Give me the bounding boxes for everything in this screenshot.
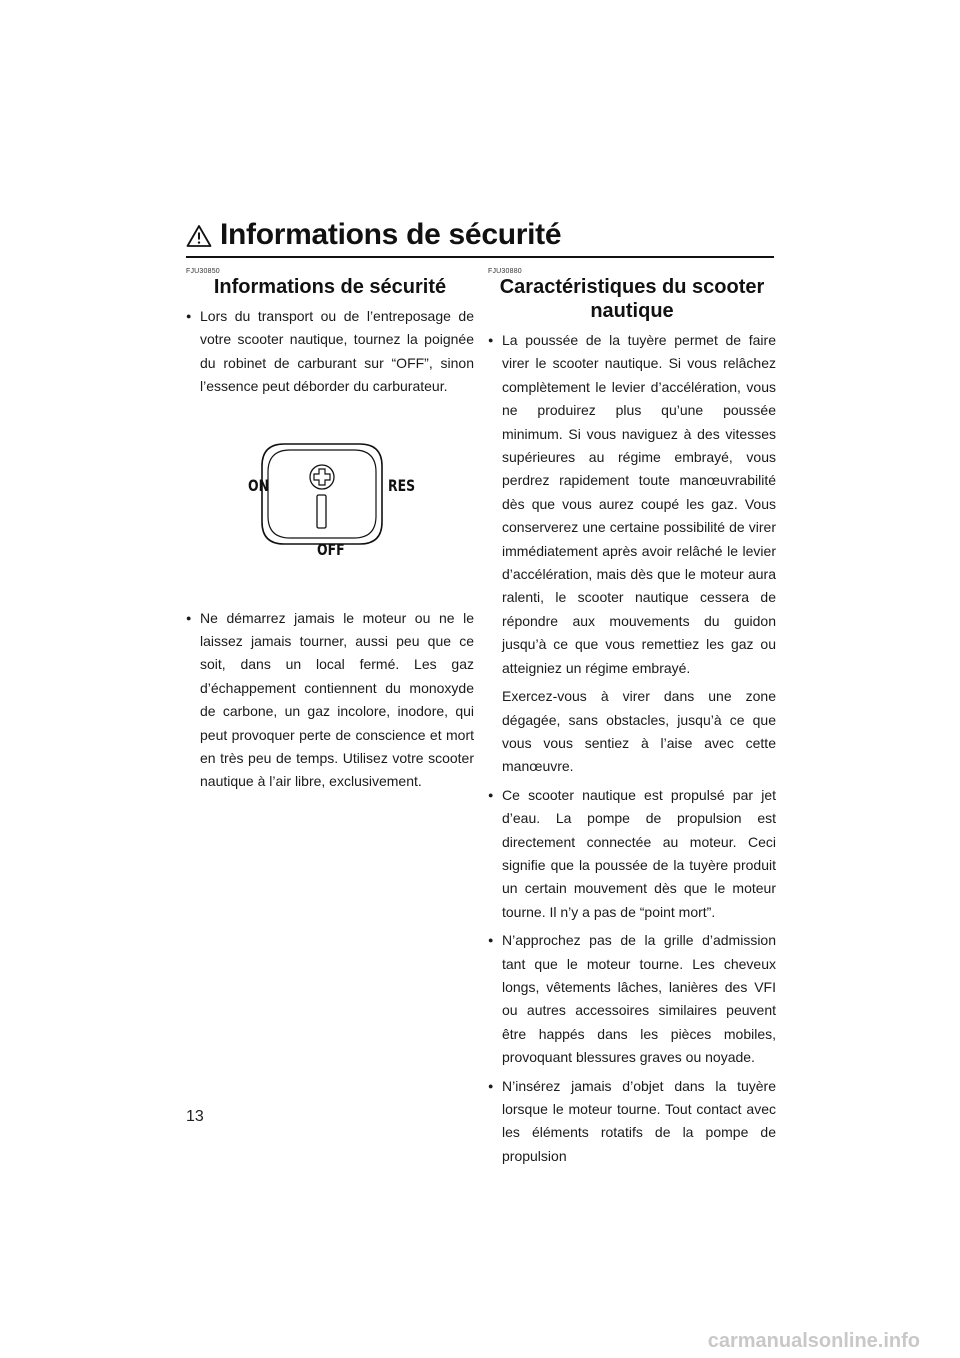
bullet-dot-icon: ● bbox=[488, 1080, 494, 1091]
bullet-item bbox=[186, 305, 474, 399]
fuel-cock-illustration bbox=[186, 419, 474, 589]
right-column bbox=[488, 268, 776, 1173]
site-watermark[interactable]: carmanualsonline.info bbox=[707, 1330, 920, 1352]
paragraph: Exercez-vous à virer dans une zone dégagée, sans obstacles, jusqu’à ce que vous vous sentiez à l’aise avec cette manœuvre. bbox=[502, 688, 776, 775]
bullet-text: Lors du transport ou de l’entreposage de votre scooter nautique, tournez la poignée du robinet de carburant sur “OFF”, sinon l’essence peut déborder du carburateur. bbox=[200, 308, 474, 395]
bullet-text: Ne démarrez jamais le moteur ou ne le laissez jamais tourner, aussi peu que ce soit, dans un local fermé. Les gaz d’échappement contiennent du monoxyde de carbone, un gaz incolore, inodore, qui peut provoquer perte de conscience et mort en très peu de temps. Utilisez votre scooter nautique à l’air libre, exclusivement. bbox=[200, 609, 474, 790]
fuel-cock-diagram bbox=[186, 419, 474, 589]
bullet-dot-icon: ● bbox=[488, 789, 494, 800]
section-code: FJU30850 bbox=[186, 268, 220, 275]
bullet-dot-icon: ● bbox=[488, 335, 494, 345]
bullet-text: N’insérez jamais d’objet dans la tuyère lorsque le moteur tourne. Tout contact avec les éléments rotatifs de la pompe de propulsion bbox=[502, 1077, 776, 1164]
section-code: FJU30880 bbox=[488, 268, 522, 275]
header-title: Informations de sécurité bbox=[220, 218, 562, 251]
fuel-cock-label-off: OFF bbox=[317, 539, 345, 559]
bullet-item bbox=[488, 1075, 776, 1169]
page-number: 13 bbox=[186, 1108, 204, 1125]
bullet-item bbox=[488, 929, 776, 1069]
bullet-text: N’approchez pas de la grille d’admission tant que le moteur tourne. Les cheveux longs, vêtements lâches, lanières des VFI ou autres accessoires similaires peuvent être happés dans les pièces mobiles, provoquant blessures graves ou noyade. bbox=[502, 932, 776, 1066]
bullet-dot-icon: ● bbox=[186, 311, 192, 321]
bullet-text: La poussée de la tuyère permet de faire virer le scooter nautique. Si vous relâchez complètement le levier d’accélération, vous ne produirez plus qu’une poussée minimum. Si vous naviguez à des vitesses supérieures au régime embrayé, vous perdrez rapidement toute manœuvrabilité dès que vous aurez coupé les gaz. Vous conserverez une certaine possibilité de virer immédiatement après avoir relâché le levier d’accélération, mais dès que le moteur aura ralenti, le scooter nautique cessera de répondre aux mouvements du guidon jusqu’à ce que vous remettiez les gaz ou atteigniez un régime embrayé. bbox=[502, 332, 776, 676]
bullet-dot-icon: ● bbox=[186, 612, 192, 623]
bullet-item bbox=[488, 784, 776, 924]
bullet-item bbox=[488, 329, 776, 680]
fuel-cock-label-res: RES bbox=[388, 475, 416, 495]
section-title: Informations de sécurité bbox=[213, 276, 447, 298]
left-column bbox=[186, 268, 474, 799]
bullet-text: Ce scooter nautique est propulsé par jet d’eau. La pompe de propulsion est directement connectée au moteur. Ceci signifie que la poussée de la tuyère produit un certain mouvement dès que le moteur tourne. Il n’y a pas de “point mort”. bbox=[502, 786, 776, 920]
bullet-dot-icon: ● bbox=[488, 935, 494, 946]
section-title: Caractéristiques du scooter nautique bbox=[499, 276, 765, 322]
page-header bbox=[186, 218, 774, 258]
warning-triangle-icon bbox=[186, 224, 212, 248]
fuel-cock-label-on: ON bbox=[248, 475, 270, 495]
bullet-item bbox=[186, 607, 474, 794]
